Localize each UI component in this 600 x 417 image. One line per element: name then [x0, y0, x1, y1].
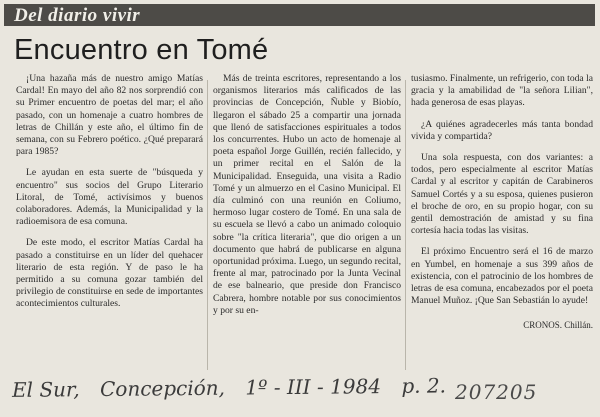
handwritten-source: El Sur, [11, 377, 80, 402]
paragraph: Le ayudan en esta suerte de "búsqueda y encuentro" sus socios del Grupo Literario Litoral, de Tomé, activísimos y buenos colaboradores. Además, la Municipalidad y la radioemisora de esa comuna. [16, 167, 203, 228]
handwritten-archive-number: 207205 [455, 380, 538, 404]
handwritten-city: Concepción, [99, 375, 226, 402]
paragraph: Más de treinta escritores, representando a los organismos literarios más calificados de las provincias de Concepción, Ñuble y Biobío, llegaron el sábado 25 a compartir una jornada que llenó de satisfacciones espirituales a todos los concurrentes. Hubo un acto de homenaje al poeta español Jorge Guillén, recién fallecido, y un primer recital en el Salón de la Municipalidad. Enseguida, una visita a Radio Tomé y un almuerzo en el Casino Municipal. El día culminó con una reunión en Coliumo, hermoso lugar costero de Tomé. En una sala de su escuela se llevó a cabo un animado coloquio sobre "la crítica literaria", que dio origen a un documento que habrá de publicarse en alguna oportunidad próxima. Luego, un segundo recital, frente al mar, patrocinado por la Junta Vecinal de ese balneario, que preside don Francisco Cabrera, hombre notable por sus conocimientos y por su en- [213, 73, 401, 316]
article-column-3 [411, 73, 593, 341]
article-byline: CRONOS. Chillán. [523, 320, 593, 331]
section-header-bar [4, 4, 595, 26]
article-headline: Encuentro en Tomé [14, 34, 269, 66]
column-divider [405, 80, 406, 370]
handwritten-date: 1º - III - 1984 [245, 374, 382, 400]
paragraph: ¿A quiénes agradecerles más tanta bondad vivida y compartida? [411, 118, 593, 142]
paragraph: ¡Una hazaña más de nuestro amigo Matías Cardal! En mayo del año 82 nos sorprendió con su Primer encuentro de poetas del mar; el año pasado, con un homenaje a cuatro hombres de letras de Chillán y este año, el último fin de semana, con su Febrero poético. ¿Qué preparará para 1985? [16, 73, 203, 158]
article-column-1 [16, 73, 203, 320]
paragraph: De este modo, el escritor Matías Cardal ha pasado a constituirse en un líder del quehacer literario de esta región. Y de paso le ha permitido a su comuna gozar también del privilegio de constituirse en sede de importantes acontecimientos culturales. [16, 237, 203, 310]
section-title: Del diario vivir [14, 5, 141, 26]
column-divider [207, 80, 208, 370]
paragraph: El próximo Encuentro será el 16 de marzo en Yumbel, en homenaje a sus 399 años de existencia, con el patrocinio de los hombres de letras de esa comuna, encabezados por el poeta Manuel Muñoz. ¡Que San Sebastián lo ayude! [411, 246, 593, 307]
paragraph: Una sola respuesta, con dos variantes: a todos, pero especialmente al escritor Matías Cardal y al escritor y capitán de Carabineros Samuel Cortés y a su esposa, quienes pusieron el broche de oro, en su propio hogar, con su gentil demostración de amistad y su fina cortesía hacia todas las visitas. [411, 152, 593, 237]
handwritten-page: p. 2. [401, 373, 447, 398]
article-column-2 [213, 73, 401, 326]
paragraph: tusiasmo. Finalmente, un refrigerio, con toda la gracia y la amabilidad de "la señora Lilian", hada generosa de esas playas. [411, 73, 593, 109]
